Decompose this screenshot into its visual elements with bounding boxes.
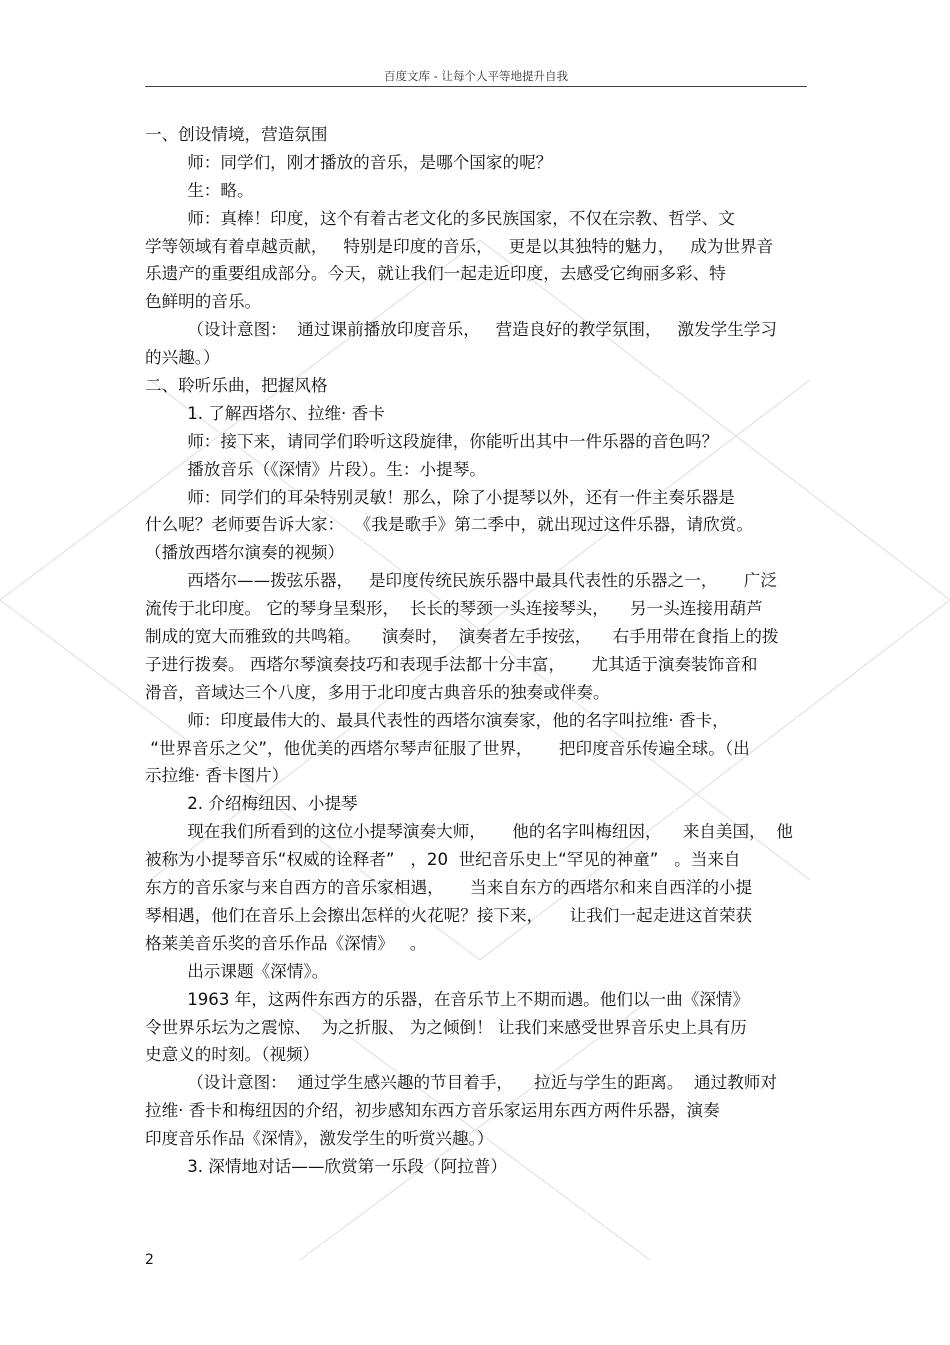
text-line: 拉维· 香卡和梅纽因的介绍，初步感知东西方音乐家运用东西方两件乐器，演奏 (145, 1101, 720, 1121)
page-header: 百度文库 - 让每个人平等地提升自我 (384, 69, 568, 83)
text-line: 滑音，音域达三个八度，多用于北印度古典音乐的独奏或伴奏。 (145, 682, 610, 702)
text-line: （播放西塔尔演奏的视频） (145, 543, 345, 563)
text-line: 令世界乐坛为之震惊、 为之折服、 为之倾倒！ 让我们来感受世界音乐史上具有历 (145, 1017, 747, 1037)
text-line: 师：同学们，刚才播放的音乐，是哪个国家的呢？ (145, 152, 553, 172)
text-line: 格莱美音乐奖的音乐作品《深情》 。 (145, 933, 427, 953)
text-line: （设计意图： 通过学生感兴趣的节目着手， 拉近与学生的距离。 通过教师对 (145, 1073, 777, 1093)
text-line: 什么呢？老师要告诉大家： 《我是歌手》第二季中，就出现过这件乐器，请欣赏。 (145, 515, 753, 535)
page-number: 2 (145, 1252, 154, 1268)
text-line: 子进行拨奏。 西塔尔琴演奏技巧和表现手法都十分丰富， 尤其适于演奏装饰音和 (145, 654, 758, 674)
text-line: 史意义的时刻。（视频） (145, 1045, 320, 1065)
text-line: 1963 年，这两件东西方的乐器，在音乐节上不期而遇。他们以一曲《深情》 (145, 989, 750, 1009)
text-line: 师：真棒！印度，这个有着古老文化的多民族国家，不仅在宗教、哲学、文 (145, 208, 735, 228)
text-line: 的兴趣。） (145, 348, 220, 368)
text-line: “世界音乐之父”，他优美的西塔尔琴声征服了世界， 把印度音乐传遍全球。（出 (145, 738, 750, 758)
text-line: 师：同学们的耳朵特别灵敏！那么，除了小提琴以外，还有一件主奏乐器是 (145, 487, 735, 507)
text-line: 琴相遇，他们在音乐上会擦出怎样的火花呢？接下来， 让我们一起走进这首荣获 (145, 905, 753, 925)
text-line: 印度音乐作品《深情》，激发学生的听赏兴趣。） (145, 1129, 494, 1149)
text-line: 师：接下来，请同学们聆听这段旋律，你能听出其中一件乐器的音色吗？ (145, 431, 719, 451)
text-line: 生：略。 (145, 180, 254, 200)
text-line: 3. 深情地对话——欣赏第一乐段（阿拉普） (145, 1156, 507, 1176)
text-line: 示拉维· 香卡图片） (145, 766, 289, 786)
text-line: 被称为小提琴音乐“权威的诠释者” ，20 世纪音乐史上“罕见的神童” 。当来自 (145, 850, 741, 870)
text-line: 西塔尔——拨弦乐器， 是印度传统民族乐器中最具代表性的乐器之一， 广泛 (145, 571, 777, 591)
text-line: 出示课题《深情》。 (145, 961, 329, 981)
header-rule (145, 86, 807, 87)
text-line: 东方的音乐家与来自西方的音乐家相遇， 当来自东方的西塔尔和来自西洋的小提 (145, 878, 753, 898)
text-line: 2. 介绍梅纽因、小提琴 (145, 794, 358, 814)
text-line: 现在我们所看到的这位小提琴演奏大师， 他的名字叫梅纽因， 来自美国， 他 (145, 822, 793, 842)
text-line: 播放音乐（《深情》片段）。生：小提琴。 (145, 459, 486, 479)
text-line: 流传于北印度。 它的琴身呈梨形， 长长的琴颈一头连接琴头， 另一头连接用葫芦 (145, 599, 763, 619)
text-line: （设计意图： 通过课前播放印度音乐， 营造良好的教学氛围， 激发学生学习 (145, 320, 777, 340)
text-line: 色鲜明的音乐。 (145, 292, 262, 312)
text-line: 一、创设情境，营造氛围 (145, 125, 328, 144)
text-line: 二、聆听乐曲，把握风格 (145, 376, 328, 396)
text-line: 1. 了解西塔尔、拉维· 香卡 (145, 403, 385, 423)
text-line: 学等领域有着卓越贡献， 特别是印度的音乐， 更是以其独特的魅力， 成为世界音 (145, 236, 774, 256)
text-line: 制成的宽大而雅致的共鸣箱。 演奏时， 演奏者左手按弦， 右手用带在食指上的拨 (145, 627, 779, 647)
document-body (145, 121, 815, 1181)
text-line: 师：印度最伟大的、最具代表性的西塔尔演奏家，他的名字叫拉维· 香卡， (145, 710, 729, 730)
text-line: 乐遗产的重要组成部分。今天，就让我们一起走近印度，去感受它绚丽多彩、特 (145, 264, 726, 284)
